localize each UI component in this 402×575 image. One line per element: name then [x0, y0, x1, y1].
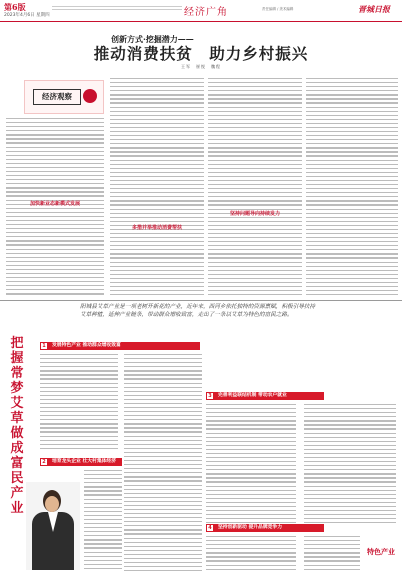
page-index: [52, 4, 182, 12]
subhead-2: 多措并举推动消费帮扶: [131, 225, 182, 231]
masthead: [0, 0, 402, 22]
feature-text-1b: [124, 354, 202, 574]
feature-text-3a: [206, 404, 296, 526]
article-headline: 推动消费扶贫 助力乡村振兴: [93, 45, 309, 63]
column-logo-text: 经济观察: [33, 89, 81, 105]
section-number-1: 1: [40, 342, 48, 350]
feature-text-1a: [40, 354, 118, 452]
article-byline: 王军 崔悦 魏程: [181, 64, 221, 69]
article-column-2: [110, 78, 204, 298]
article-kicker: 创新方式·挖掘潜力——: [111, 34, 194, 44]
feature-vertical-title: 把握常梦艾草做成富民产业: [10, 336, 24, 516]
section-title-3: 完善利益联结机制 带动农户就业: [218, 393, 287, 398]
feature-text-3b: [304, 404, 396, 526]
section-title: 经济广角: [184, 7, 228, 18]
newspaper-logo: 晋城日报: [358, 4, 390, 14]
section-title-4: 坚持创新驱动 提升品牌竞争力: [218, 525, 283, 530]
article-column-1: [6, 118, 104, 297]
portrait-face: [45, 496, 59, 512]
feature-section-banner-4: [206, 524, 324, 532]
editor-credit: 责任编辑 / 美术编辑: [262, 7, 294, 11]
feature-text-2: [84, 470, 122, 572]
feature-intro: 阳城县艾草产业是一项老树开新花的产业，近年来，西河乡依托独特的资源禀赋，积极引导扶持艾草种植，延伸产业链条，带动群众增收致富，走出了一条以艾草为特色的富民之路。: [80, 304, 315, 318]
section-title-2: 培育龙头企业 壮大村集体经济: [52, 459, 117, 464]
page-number: 第6版: [4, 2, 26, 12]
section-title-1: 发展特色产业 推动群众增收致富: [52, 343, 121, 348]
article-column-4: [306, 78, 398, 298]
feature-portrait-photo: [26, 482, 80, 570]
feature-badge: 特色产业: [367, 547, 395, 556]
feature-section-banner-1: [40, 342, 200, 350]
issue-date: 2023年4月6日 星期四: [4, 13, 50, 18]
eye-icon: [83, 89, 97, 103]
feature-section-banner-3: [206, 392, 324, 400]
section-number-4: 4: [206, 524, 214, 532]
article-column-3: [208, 78, 302, 298]
column-logo: [24, 80, 104, 114]
subhead-1: 加快新业态新模式发展: [29, 201, 80, 207]
feature-text-4b: [304, 536, 360, 573]
subhead-3: 坚持问题导向持续发力: [229, 211, 280, 217]
feature-section-banner-2: [40, 458, 122, 466]
feature-text-4a: [206, 536, 296, 573]
section-number-3: 3: [206, 392, 214, 400]
section-number-2: 2: [40, 458, 48, 466]
